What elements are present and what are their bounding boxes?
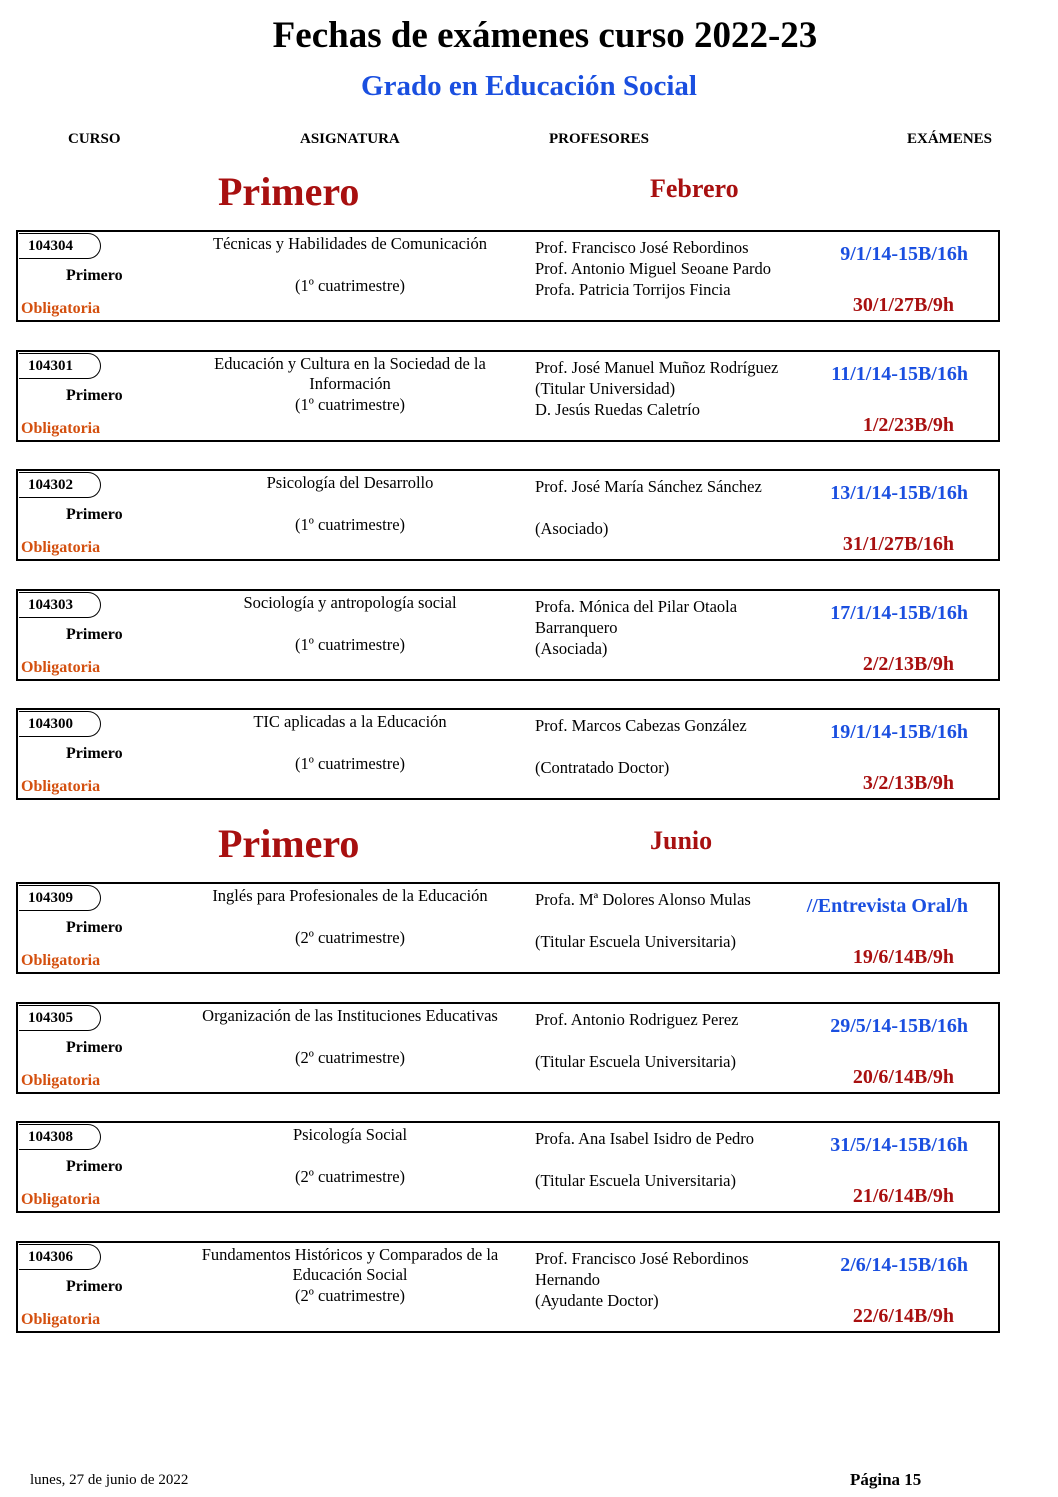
column-header-profesores: PROFESORES: [549, 131, 650, 147]
subject-name-line: Sociología y antropología social: [243, 593, 457, 612]
semester: (1º cuatrimestre): [294, 395, 406, 414]
professor-line: Prof. José María Sánchez Sánchez: [535, 477, 762, 496]
professors: [535, 715, 805, 778]
professor-line: [535, 1030, 805, 1051]
page-title: Fechas de exámenes curso 2022-23: [272, 15, 818, 56]
professor-line: Prof. Francisco José Rebordinos: [535, 238, 749, 257]
subject-code: 104309: [19, 885, 101, 911]
subject-name-line: Técnicas y Habilidades de Comunicación: [213, 234, 487, 253]
subject-name: [182, 354, 518, 394]
professors: [535, 596, 805, 659]
exam-row: [16, 350, 1000, 442]
section-year-heading: Primero: [218, 169, 360, 214]
subject-code: 104308: [19, 1124, 101, 1150]
professor-line: D. Jesús Ruedas Caletrío: [535, 400, 700, 419]
professor-line: (Titular Escuela Universitaria): [535, 932, 736, 951]
subject-name: [182, 1006, 518, 1026]
subject-name: [182, 1245, 518, 1285]
exam-date-first: 13/1/14-15B/16h: [830, 482, 968, 504]
professor-line: [535, 910, 805, 931]
exam-date-second: 1/2/23B/9h: [862, 414, 954, 436]
course-level: Primero: [66, 506, 123, 523]
subject-code: 104306: [19, 1244, 101, 1270]
subject-code: 104302: [19, 472, 101, 498]
professor-line: (Titular Universidad): [535, 379, 676, 398]
subject-name: [182, 473, 518, 493]
professors: [535, 1128, 805, 1191]
exam-row: [16, 882, 1000, 974]
exam-date-second: 3/2/13B/9h: [862, 772, 954, 794]
column-header-asignatura: ASIGNATURA: [300, 131, 400, 147]
professors: [535, 476, 805, 539]
subject-type: Obligatoria: [21, 300, 101, 317]
professor-line: Profa. Patricia Torrijos Fincia: [535, 280, 731, 299]
professor-line: Prof. Francisco José Rebordinos: [535, 1249, 749, 1268]
footer-date: lunes, 27 de junio de 2022: [30, 1472, 189, 1488]
exam-date-second: 31/1/27B/16h: [842, 533, 954, 555]
professor-line: (Asociada): [535, 639, 608, 658]
subject-name-line: Educación y Cultura en la Sociedad de la: [214, 354, 486, 373]
subject-type: Obligatoria: [21, 659, 101, 676]
professor-line: (Contratado Doctor): [535, 758, 670, 777]
course-level: Primero: [66, 745, 123, 762]
professor-line: Barranquero: [535, 618, 618, 637]
column-header-curso: CURSO: [68, 131, 121, 147]
semester: (1º cuatrimestre): [294, 635, 406, 654]
subject-code: 104304: [19, 233, 101, 259]
exam-date-first: 19/1/14-15B/16h: [830, 721, 968, 743]
professor-line: Prof. Antonio Rodriguez Perez: [535, 1010, 739, 1029]
exam-date-second: 21/6/14B/9h: [852, 1185, 954, 1207]
exam-date-second: 2/2/13B/9h: [862, 653, 954, 675]
subject-type: Obligatoria: [21, 539, 101, 556]
professor-line: (Ayudante Doctor): [535, 1291, 659, 1310]
course-level: Primero: [66, 387, 123, 404]
subject-name-line: Psicología Social: [292, 1125, 408, 1144]
professor-line: Profa. Mónica del Pilar Otaola: [535, 597, 738, 616]
subject-name-line: TIC aplicadas a la Educación: [253, 712, 447, 731]
professor-line: Profa. Mª Dolores Alonso Mulas: [535, 890, 751, 909]
semester: (1º cuatrimestre): [294, 754, 406, 773]
semester: (1º cuatrimestre): [294, 276, 406, 295]
subject-code: 104301: [19, 353, 101, 379]
course-level: Primero: [66, 626, 123, 643]
section-month-heading: Junio: [650, 826, 713, 855]
semester: (2º cuatrimestre): [294, 1167, 406, 1186]
professor-line: [535, 1149, 805, 1170]
exam-date-first: 2/6/14-15B/16h: [840, 1254, 968, 1276]
professor-line: [535, 736, 805, 757]
exam-row: [16, 1241, 1000, 1333]
subject-name-line: Inglés para Profesionales de la Educación: [212, 886, 488, 905]
exam-date-first: //Entrevista Oral/h: [806, 895, 968, 917]
subject-name-line: Fundamentos Históricos y Comparados de la: [201, 1245, 499, 1264]
professor-line: Profa. Ana Isabel Isidro de Pedro: [535, 1129, 755, 1148]
subject-name-line: Psicología del Desarrollo: [266, 473, 434, 492]
subject-name-line: Organización de las Instituciones Educativas: [202, 1006, 498, 1025]
exam-date-second: 22/6/14B/9h: [852, 1305, 954, 1327]
subject-name: [182, 234, 518, 254]
subject-type: Obligatoria: [21, 952, 101, 969]
exam-date-first: 17/1/14-15B/16h: [830, 602, 968, 624]
professors: [535, 357, 805, 420]
professors: [535, 237, 805, 300]
semester: (2º cuatrimestre): [294, 1048, 406, 1067]
professors: [535, 1009, 805, 1072]
subject-type: Obligatoria: [21, 778, 101, 795]
subject-type: Obligatoria: [21, 1311, 101, 1328]
exam-date-second: 30/1/27B/9h: [852, 294, 954, 316]
professor-line: (Titular Escuela Universitaria): [535, 1052, 736, 1071]
course-level: Primero: [66, 1039, 123, 1056]
subject-name: [182, 1125, 518, 1145]
semester: (1º cuatrimestre): [294, 515, 406, 534]
professors: [535, 889, 805, 952]
subject-type: Obligatoria: [21, 1072, 101, 1089]
exam-date-first: 9/1/14-15B/16h: [840, 243, 968, 265]
exam-row: [16, 1002, 1000, 1094]
professor-line: Hernando: [535, 1270, 601, 1289]
exam-date-first: 31/5/14-15B/16h: [830, 1134, 968, 1156]
column-header-examenes: EXÁMENES: [907, 131, 993, 147]
subject-code: 104303: [19, 592, 101, 618]
exam-date-second: 19/6/14B/9h: [852, 946, 954, 968]
professor-line: (Asociado): [535, 519, 609, 538]
subject-name: [182, 712, 518, 732]
professor-line: Prof. Marcos Cabezas González: [535, 716, 747, 735]
professors: [535, 1248, 805, 1311]
section-month-heading: Febrero: [650, 174, 739, 203]
course-level: Primero: [66, 267, 123, 284]
exam-row: [16, 1121, 1000, 1213]
professor-line: Prof. Antonio Miguel Seoane Pardo: [535, 259, 772, 278]
professor-line: [535, 497, 805, 518]
subject-type: Obligatoria: [21, 420, 101, 437]
exam-row: [16, 230, 1000, 322]
exam-date-first: 29/5/14-15B/16h: [830, 1015, 968, 1037]
semester: (2º cuatrimestre): [294, 1286, 406, 1305]
course-level: Primero: [66, 919, 123, 936]
exam-row: [16, 708, 1000, 800]
subject-code: 104305: [19, 1005, 101, 1031]
subject-code: 104300: [19, 711, 101, 737]
page-subtitle: Grado en Educación Social: [361, 70, 697, 102]
footer-page-number: Página 15: [850, 1470, 922, 1489]
section-year-heading: Primero: [218, 821, 360, 866]
subject-name-line: Información: [309, 374, 391, 393]
exam-row: [16, 589, 1000, 681]
semester: (2º cuatrimestre): [294, 928, 406, 947]
subject-type: Obligatoria: [21, 1191, 101, 1208]
subject-name: [182, 593, 518, 613]
course-level: Primero: [66, 1158, 123, 1175]
professor-line: Prof. José Manuel Muñoz Rodríguez: [535, 358, 779, 377]
subject-name-line: Educación Social: [292, 1265, 408, 1284]
professor-line: (Titular Escuela Universitaria): [535, 1171, 736, 1190]
subject-name: [182, 886, 518, 906]
exam-date-second: 20/6/14B/9h: [852, 1066, 954, 1088]
exam-row: [16, 469, 1000, 561]
course-level: Primero: [66, 1278, 123, 1295]
exam-date-first: 11/1/14-15B/16h: [831, 363, 968, 385]
